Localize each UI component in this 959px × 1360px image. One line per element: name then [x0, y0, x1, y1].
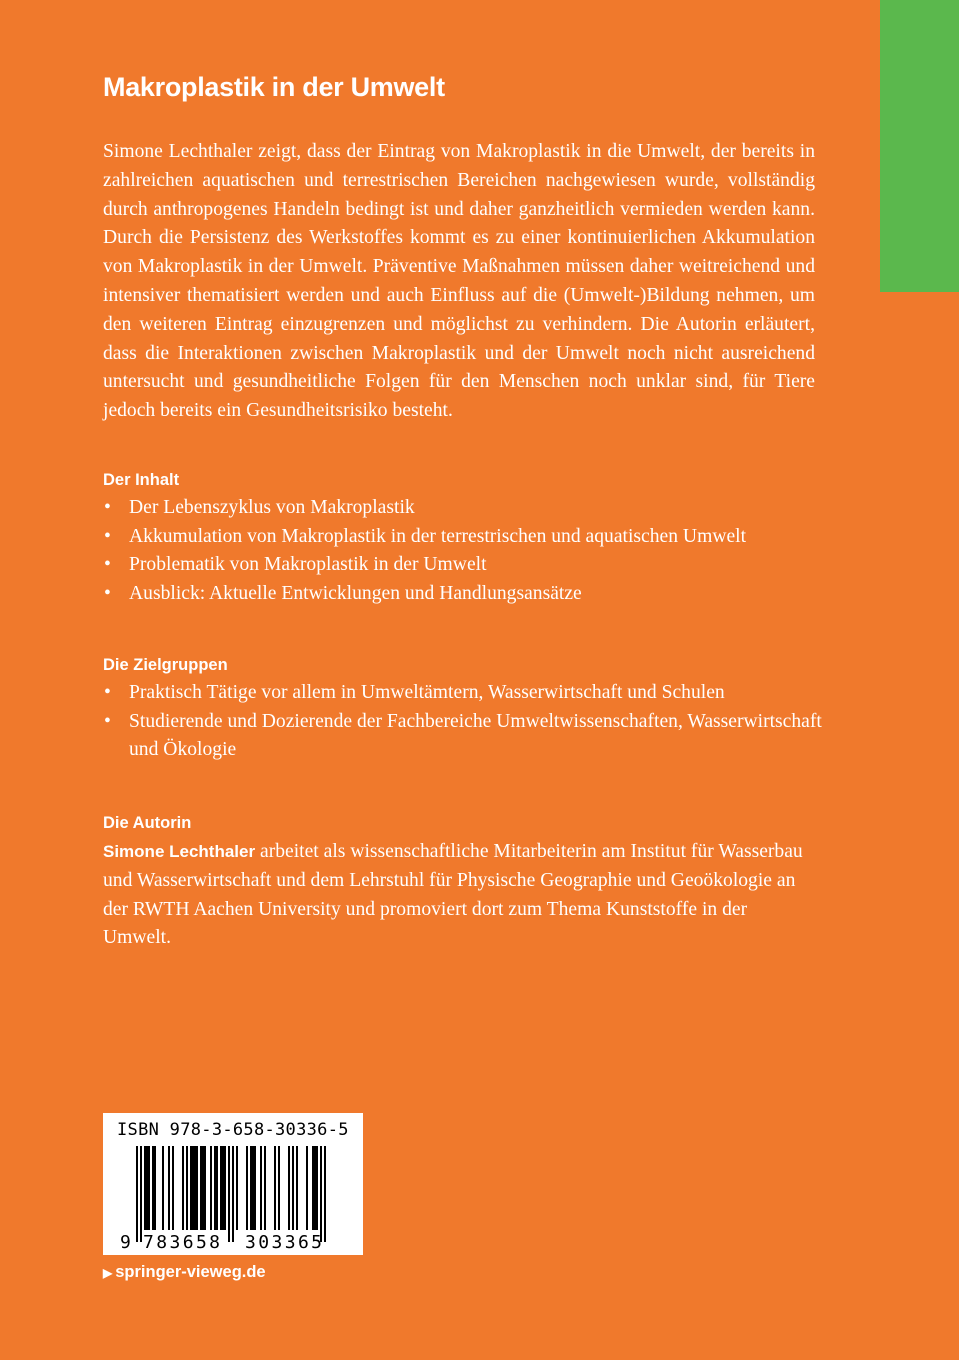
barcode-bar	[320, 1146, 322, 1242]
barcode-left-digits: 783658	[143, 1232, 223, 1253]
barcode-bar	[192, 1146, 194, 1230]
barcode-graphic	[103, 1113, 363, 1255]
barcode-bar	[246, 1146, 248, 1230]
barcode-bar	[136, 1146, 138, 1242]
zielgruppen-heading: Die Zielgruppen	[103, 656, 228, 674]
barcode-bar	[148, 1146, 150, 1230]
author-name: Simone Lechthaler	[103, 842, 256, 861]
bullet-icon: •	[104, 682, 111, 703]
bullet-icon: •	[104, 525, 111, 547]
book-title: Makroplastik in der Umwelt	[103, 72, 445, 102]
barcode-bar	[252, 1146, 254, 1230]
barcode-bar	[172, 1146, 174, 1230]
bullet-icon: •	[104, 497, 111, 518]
barcode-bar	[250, 1146, 252, 1230]
autorin-heading: Die Autorin	[103, 814, 192, 832]
zielgruppen-list	[103, 679, 823, 765]
barcode-bar	[196, 1146, 198, 1230]
barcode-bar	[152, 1146, 154, 1230]
list-item: • Problematik von Makroplastik in der Umwelt	[103, 551, 823, 580]
barcode-bar	[316, 1146, 318, 1230]
barcode-bar	[202, 1146, 204, 1230]
barcode-bar	[278, 1146, 280, 1230]
bullet-icon: •	[104, 554, 111, 575]
barcode-bar	[210, 1146, 212, 1230]
barcode-bar	[292, 1146, 294, 1230]
barcode-bar	[154, 1146, 156, 1230]
barcode-bar	[324, 1146, 326, 1242]
barcode-bar	[186, 1146, 188, 1230]
author-bio	[103, 838, 815, 953]
publisher-url[interactable]: springer-vieweg.de	[115, 1263, 266, 1281]
barcode-bar	[162, 1146, 164, 1230]
barcode-first-digit: 9	[120, 1232, 131, 1253]
barcode-bar	[190, 1146, 192, 1230]
barcode-bars	[136, 1146, 326, 1242]
list-item: • Studierende und Dozierende der Fachbereiche Umweltwissenschaften, Wasserwirtschaft und Ökologie	[103, 708, 823, 765]
barcode-bar	[214, 1146, 216, 1230]
barcode-bar	[204, 1146, 206, 1230]
barcode-bar	[228, 1146, 230, 1242]
barcode-bar	[182, 1146, 184, 1230]
barcode-bar	[274, 1146, 276, 1230]
list-item: • Praktisch Tätige vor allem in Umweltämtern, Wasserwirtschaft und Schulen	[103, 679, 823, 708]
barcode-bar	[288, 1146, 290, 1230]
author-bio-text: arbeitet als wissenschaftliche Mitarbeiterin am Institut für Wasserbau und Wasserwirtschaft und dem Lehrstuhl für Physische Geographie und Geoökologie an der RWTH Aachen University und promoviert dort zum Thema Kunststoffe in der Umwelt.	[103, 841, 803, 949]
barcode-bar	[220, 1146, 222, 1230]
inhalt-list	[103, 494, 823, 608]
isbn-barcode	[103, 1113, 363, 1255]
barcode-bar	[216, 1146, 218, 1230]
barcode-bar	[146, 1146, 148, 1230]
barcode-bar	[236, 1146, 238, 1230]
barcode-bar	[168, 1146, 170, 1230]
intro-paragraph	[103, 138, 815, 426]
green-accent-tab	[880, 0, 959, 292]
barcode-bar	[260, 1146, 262, 1230]
barcode-bar	[224, 1146, 226, 1230]
barcode-bar	[194, 1146, 196, 1230]
barcode-bar	[254, 1146, 256, 1230]
barcode-right-digits: 303365	[245, 1232, 325, 1253]
inhalt-heading: Der Inhalt	[103, 471, 180, 489]
barcode-bar	[232, 1146, 234, 1242]
barcode-bar	[296, 1146, 298, 1230]
isbn-label: ISBN 978-3-658-30336-5	[117, 1120, 349, 1140]
bullet-icon: •	[104, 710, 111, 732]
barcode-bar	[144, 1146, 146, 1230]
publisher-link[interactable]	[103, 1263, 266, 1282]
bullet-icon: •	[104, 582, 111, 604]
barcode-bar	[200, 1146, 202, 1230]
list-item: • Akkumulation von Makroplastik in der terrestrischen und aquatischen Umwelt	[103, 523, 823, 552]
barcode-bar	[306, 1146, 308, 1230]
barcode-bar	[264, 1146, 266, 1230]
arrow-right-icon: ▶	[103, 1266, 113, 1280]
list-item: • Ausblick: Aktuelle Entwicklungen und Handlungsansätze	[103, 580, 823, 609]
barcode-bar	[222, 1146, 224, 1230]
barcode-bar	[314, 1146, 316, 1230]
intro-text: Simone Lechthaler zeigt, dass der Eintrag von Makroplastik in die Umwelt, der bereits in zahlreichen aquatischen und terrestrischen Bereichen nachgewiesen wurde, vollständig durch anthropogenes Handeln bedingt ist und daher ganzheitlich vermieden werden kann. Durch die Persistenz des Werkstoffes kommt es zu einer kontinuierlichen Akkumulation von Makroplastik in der Umwelt. Präventive Maßnahmen müssen daher weitreichend und intensiver thematisiert werden und auch Einfluss auf die (Umwelt-)Bildung nehmen, um den weiteren Eintrag einzugrenzen und möglichst zu verhindern. Die Autorin erläutert, dass die Interaktionen zwischen Makroplastik und der Umwelt noch nicht ausreichend untersucht und gesundheitliche Folgen für den Menschen noch unklar sind, für Tiere jedoch bereits ein Gesundheitsrisiko besteht.	[103, 141, 815, 422]
list-item: • Der Lebenszyklus von Makroplastik	[103, 494, 823, 523]
barcode-bar	[312, 1146, 314, 1230]
barcode-bar	[140, 1146, 142, 1242]
